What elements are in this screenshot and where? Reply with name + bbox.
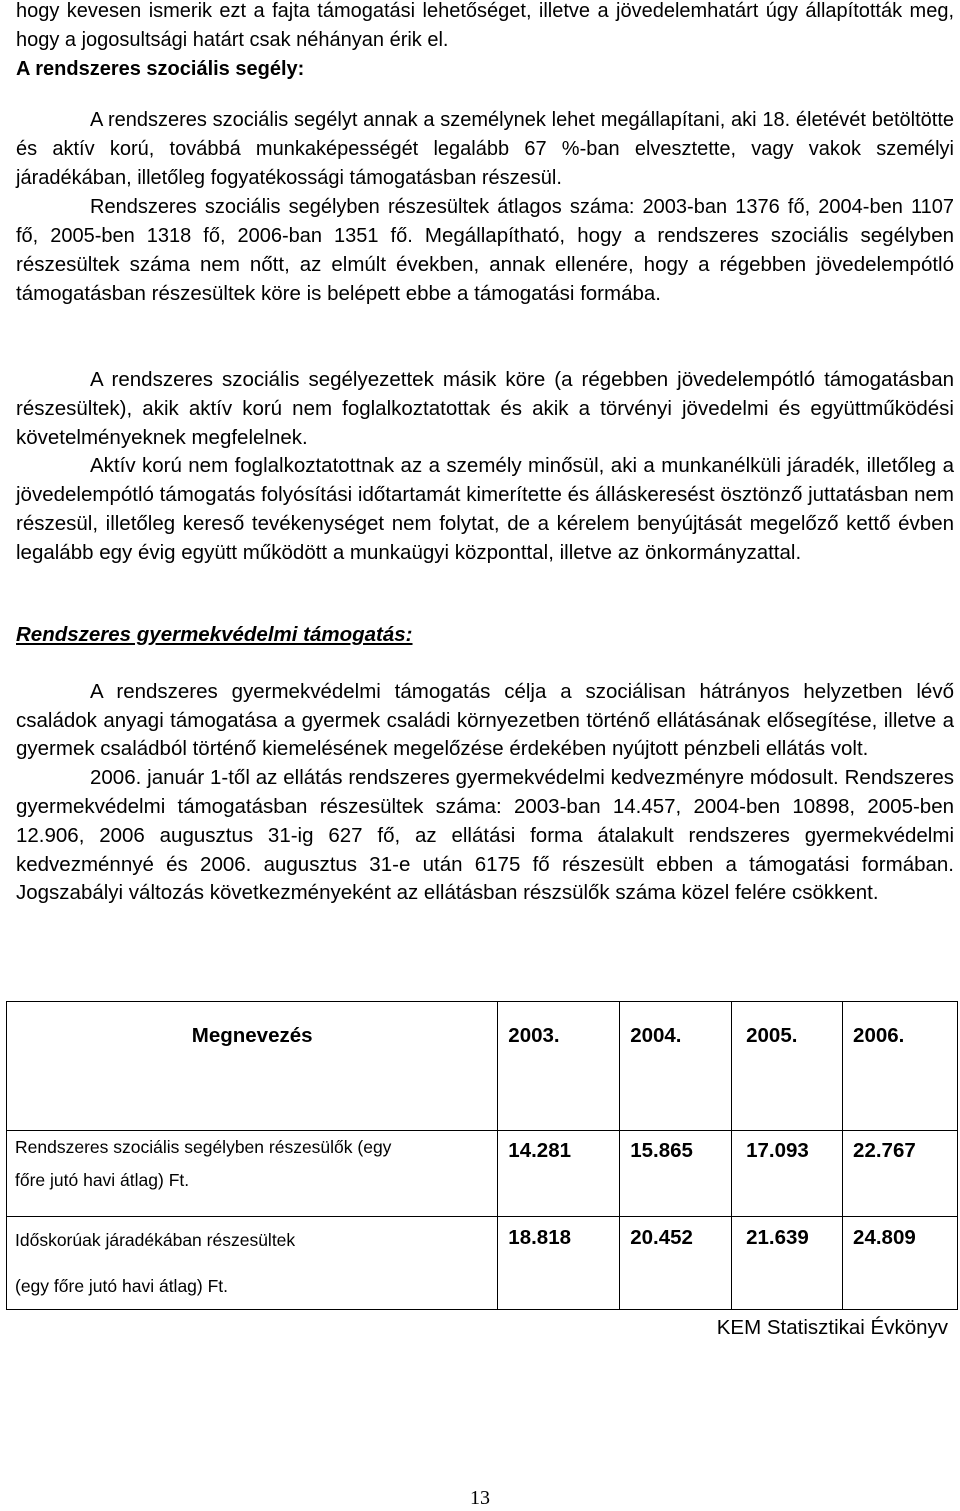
row-label-line-1: Időskorúak járadékában részesültek <box>15 1230 296 1250</box>
social-aid-heading: A rendszeres szociális segély: <box>16 58 305 80</box>
cell-value: 20.452 <box>620 1217 732 1310</box>
table-row <box>7 1217 958 1310</box>
cell-value: 15.865 <box>620 1131 732 1217</box>
social-aid-stats: Rendszeres szociális segélyben részesültek átlagos száma: 2003-ban 1376 fő, 2004-ben 1107 fő, 2005-ben 1318 fő, 2006-ban 1351 fő. <box>16 196 954 247</box>
header-name: Megnevezés <box>7 1002 498 1131</box>
spacer <box>16 650 954 678</box>
child-heading-text: Rendszeres gyermekvédelmi támogatás: <box>16 623 413 646</box>
row-label <box>7 1131 498 1217</box>
table-header-row <box>7 1002 958 1131</box>
row-label <box>7 1217 498 1310</box>
cell-value: 18.818 <box>498 1217 620 1310</box>
child-protection-heading <box>16 621 954 650</box>
row-label-line-1: Rendszeres szociális segélyben részesülők (egy <box>15 1137 392 1157</box>
row-label-line-2: főre jutó havi átlag) Ft. <box>15 1170 190 1190</box>
row-label-line-2: (egy főre jutó havi átlag) Ft. <box>15 1276 229 1296</box>
header-year-2004: 2004. <box>620 1002 732 1131</box>
social-aid-paragraph-4: Aktív korú nem foglalkoztatottnak az a személy minősül, aki a munkanélküli járadék, illetőleg a jövedelempótló támogatás folyósítási időtartamát kimerítette és álláskeresést ösztönző juttatásban nem részesül, illetőleg kereső tevékenységet nem folytat, de a kérelem benyújtását megelőző kettő évben legalább egy évig együtt működött a munkaügyi központtal, illetve az önkormányzattal. <box>16 454 954 564</box>
child-paragraph-1: A rendszeres gyermekvédelmi támogatás célja a szociálisan hátrányos helyzetben lévő családok anyagi támogatása a gyermek családi környezetben történő ellátásának elősegítése, illetve a gyermek családból történő kiemelésének megelőzése érdekében nyújtott pénzbeli ellátás volt. <box>16 679 954 761</box>
social-aid-paragraph-2 <box>16 193 954 309</box>
header-year-2003: 2003. <box>498 1002 620 1131</box>
spacer <box>16 84 954 106</box>
statistics-table <box>6 1001 958 1310</box>
page-number: 13 <box>470 1487 490 1509</box>
cell-value: 21.639 <box>732 1217 843 1310</box>
header-year-2006: 2006. <box>843 1002 958 1131</box>
intro-paragraph: hogy kevesen ismerik ezt a fajta támogatási lehetőséget, illetve a jövedelemhatárt úgy állapították meg, hogy a jogosultsági határt csak néhányan érik el. <box>16 0 954 51</box>
social-aid-conclusion: Megállapítható, hogy a rendszeres szociális segélyben részesültek száma nem nőtt, az elmúlt években, annak ellenére, hogy a régebben jövedelempótló támogatásban részesültek köre is belépett ebbe a támogatási formába. <box>16 224 954 305</box>
top-section <box>16 0 954 309</box>
source-note: KEM Statisztikai Évkönyv <box>716 1316 948 1339</box>
table-row <box>7 1131 958 1217</box>
top-section-2 <box>16 366 954 568</box>
social-aid-paragraph-1: A rendszeres szociális segélyt annak a személynek lehet megállapítani, aki 18. életévét betöltötte és aktív korú, továbbá munkaképességét legalább 67 %-ban elvesztette, vagy vakok személyi járadékában, illetőleg fogyatékossági támogatásban részesül. <box>16 109 954 189</box>
cell-value: 24.809 <box>843 1217 958 1310</box>
child-section <box>16 621 954 908</box>
cell-value: 14.281 <box>498 1131 620 1217</box>
social-aid-paragraph-3: A rendszeres szociális segélyezettek másik köre (a régebben jövedelempótló támogatásban részesültek), akik aktív korú nem foglalkoztatottak és akik a törvényi jövedelmi és együttműködési követelményeknek megfelelnek. <box>16 368 954 449</box>
header-year-2005: 2005. <box>732 1002 843 1131</box>
child-paragraph-2: 2006. január 1-től az ellátás rendszeres gyermekvédelmi kedvezményre módosult. Rendszeres gyermekvédelmi támogatásban részesültek száma: 2003-ban 14.457, 2004-ben 10898, 2005-ben 12.906, 2006 augusztus 31-ig 627 fő, az ellátási forma átalakult rendszeres gyermekvédelmi kedvezménnyé és 2006. augusztus 31-e után 6175 fő részesült ebben a támogatási formában. Jogszabályi változás következményeként az ellátásban részsülők száma közel felére csökkent. <box>16 766 954 905</box>
cell-value: 17.093 <box>732 1131 843 1217</box>
cell-value: 22.767 <box>843 1131 958 1217</box>
